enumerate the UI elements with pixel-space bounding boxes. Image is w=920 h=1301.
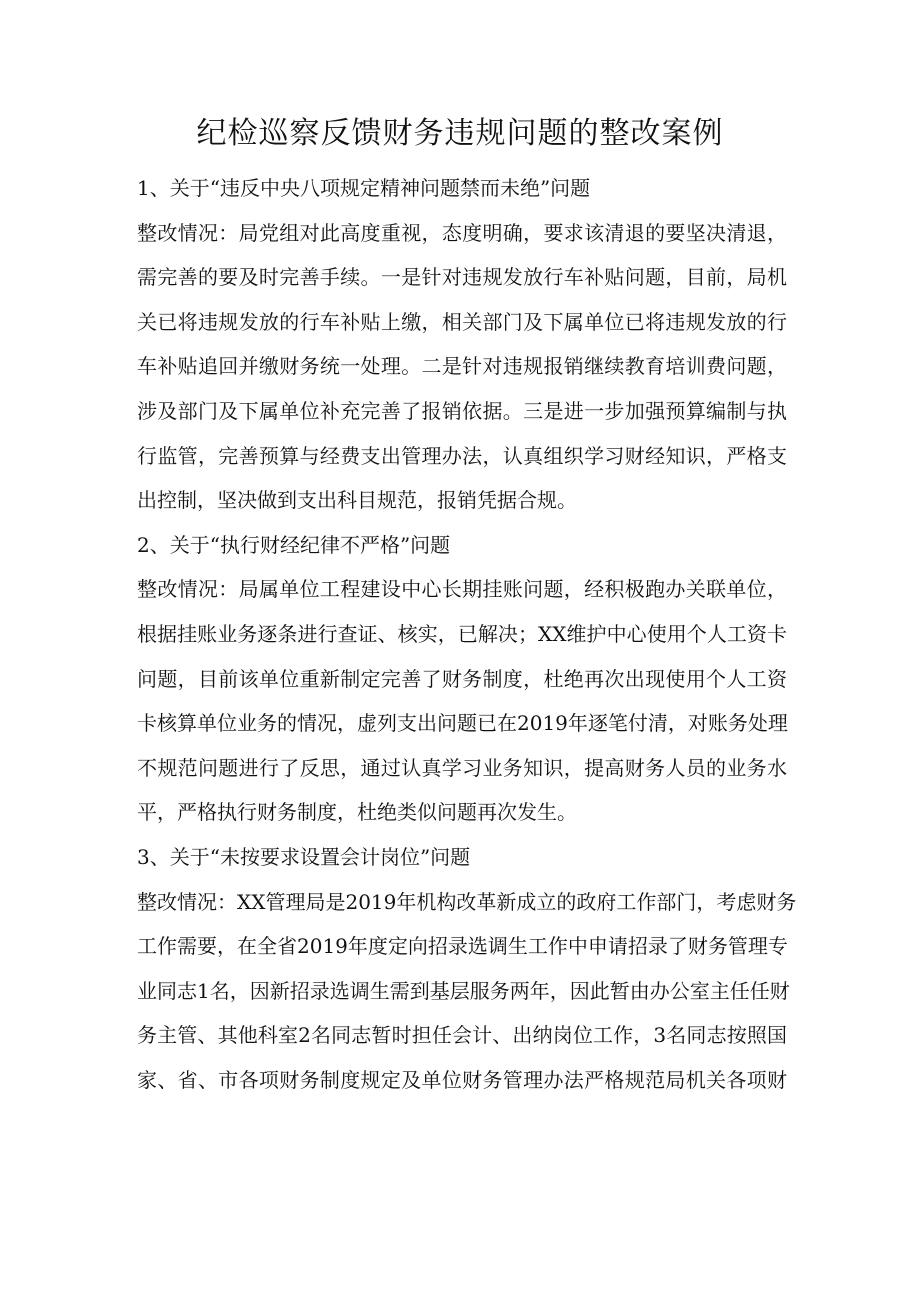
paragraph-line: 工作需要，在全省2019年度定向招录选调生工作中申请招录了财务管理专 bbox=[137, 934, 788, 959]
paragraph-line: 整改情况：局属单位工程建设中心长期挂账问题，经积极跑办关联单位， bbox=[137, 577, 787, 602]
section-heading-1: 1、关于“违反中央八项规定精神问题禁而未绝”问题 bbox=[137, 176, 591, 200]
document-title: 纪检巡察反馈财务违规问题的整改案例 bbox=[196, 116, 724, 151]
paragraph-line: 整改情况：局党组对此高度重视，态度明确，要求该清退的要坚决清退， bbox=[137, 220, 787, 245]
paragraph-line: 业同志1名，因新招录选调生需到基层服务两年，因此暂由办公室主任任财 bbox=[137, 978, 790, 1003]
document-body bbox=[137, 166, 797, 1102]
paragraph-line: 家、省、市各项财务制度规定及单位财务管理办法严格规范局机关各项财 bbox=[137, 1067, 787, 1092]
paragraph-line: 根据挂账业务逐条进行查证、核实，已解决；XX维护中心使用个人工资卡 bbox=[137, 621, 787, 646]
paragraph-line: 涉及部门及下属单位补充完善了报销依据。三是进一步加强预算编制与执 bbox=[137, 398, 787, 423]
paragraph-line: 不规范问题进行了反思，通过认真学习业务知识，提高财务人员的业务水 bbox=[137, 755, 787, 780]
section-heading-3: 3、关于“未按要求设置会计岗位”问题 bbox=[137, 844, 471, 869]
paragraph-line: 关已将违规发放的行车补贴上缴，相关部门及下属单位已将违规发放的行 bbox=[137, 309, 787, 334]
paragraph-line: 整改情况：XX管理局是2019年机构改革新成立的政府工作部门，考虑财务 bbox=[137, 889, 797, 914]
paragraph-line: 需完善的要及时完善手续。一是针对违规发放行车补贴问题，目前，局机 bbox=[137, 265, 787, 290]
paragraph-line: 务主管、其他科室2名同志暂时担任会计、出纳岗位工作，3名同志按照国 bbox=[137, 1023, 787, 1048]
paragraph-line: 出控制，坚决做到支出科目规范，报销凭据合规。 bbox=[137, 488, 577, 513]
paragraph-line: 问题，目前该单位重新制定完善了财务制度，杜绝再次出现使用个人工资 bbox=[137, 666, 787, 691]
paragraph-line: 车补贴追回并缴财务统一处理。二是针对违规报销继续教育培训费问题， bbox=[137, 354, 787, 379]
paragraph-line: 卡核算单位业务的情况，虚列支出问题已在2019年逐笔付清，对账务处理 bbox=[137, 711, 788, 736]
paragraph-line: 行监管，完善预算与经费支出管理办法，认真组织学习财经知识，严格支 bbox=[137, 443, 787, 468]
section-heading-2: 2、关于“执行财经纪律不严格”问题 bbox=[137, 532, 451, 557]
paragraph-line: 平，严格执行财务制度，杜绝类似问题再次发生。 bbox=[137, 800, 577, 825]
